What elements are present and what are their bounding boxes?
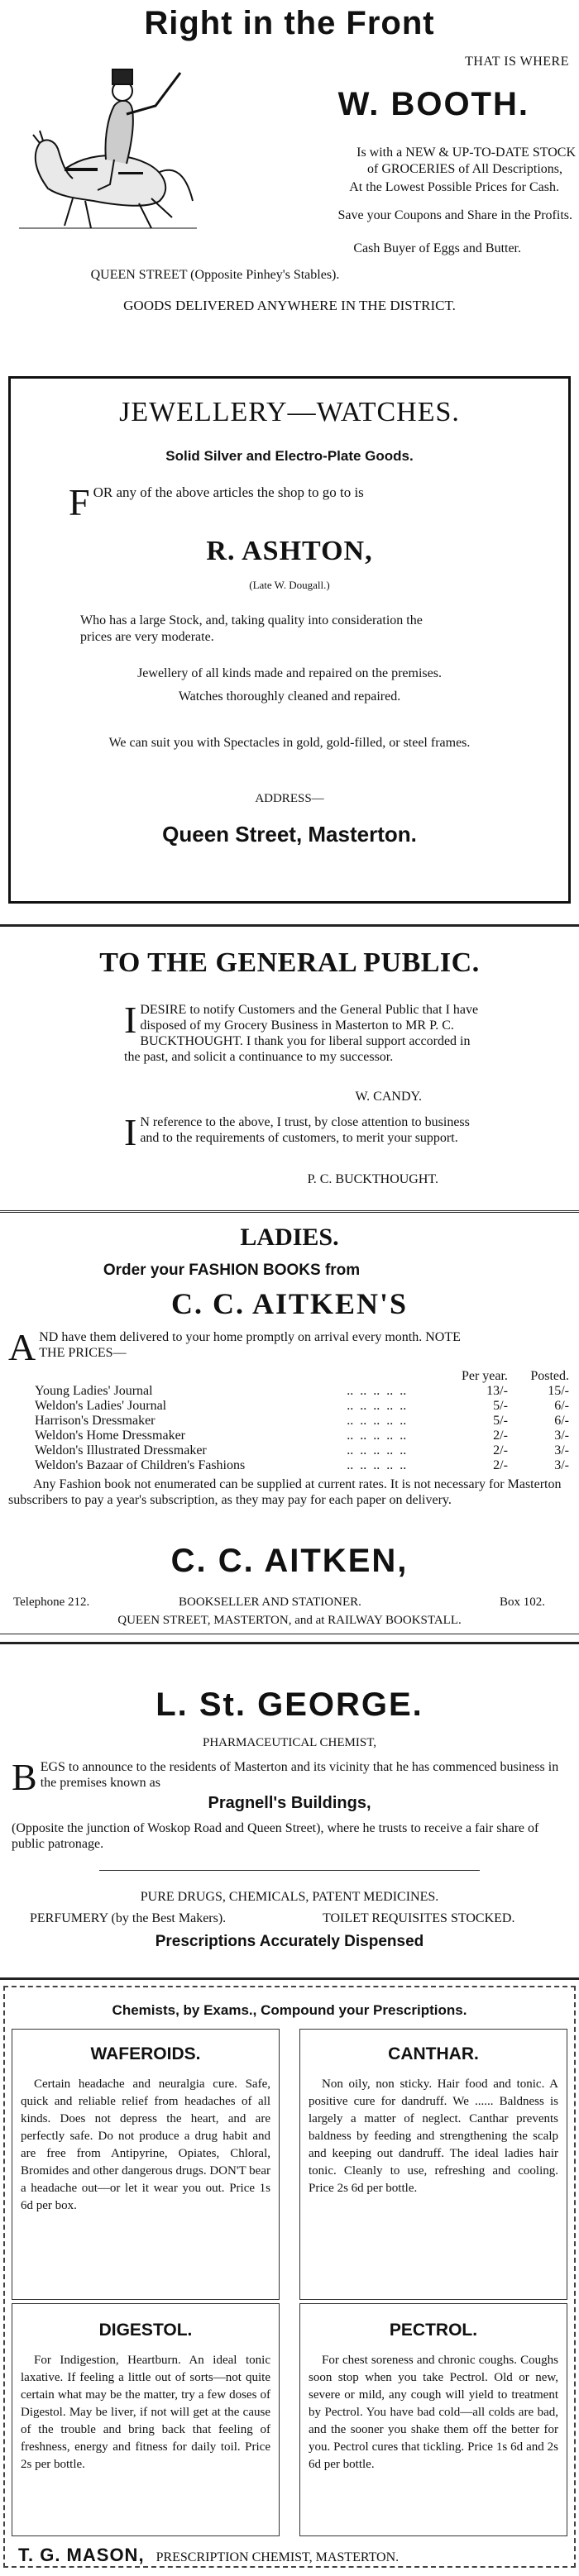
ashton-dropcap: F (69, 481, 90, 523)
candy-sig2: P. C. BUCKTHOUGHT. (307, 1172, 438, 1186)
pectrol-box (299, 2303, 567, 2536)
booth-headline: Right in the Front (144, 5, 435, 41)
dot-leader: .. .. .. .. .. (347, 1458, 407, 1472)
booth-line6: QUEEN STREET (Opposite Pinhey's Stables). (90, 268, 340, 282)
aitken-trade: BOOKSELLER AND STATIONER. (179, 1596, 361, 1609)
ashton-p2: Jewellery of all kinds made and repaired on the premises. (137, 666, 442, 680)
mason-footer-name: T. G. MASON, (18, 2545, 145, 2565)
publication-name: Weldon's Ladies' Journal (35, 1399, 167, 1413)
ashton-address: Queen Street, Masterton. (162, 822, 417, 847)
booth-line5: Cash Buyer of Eggs and Butter. (353, 241, 521, 255)
aitken-price-header (33, 1369, 571, 1384)
booth-name: W. BOOTH. (337, 86, 529, 122)
candy-dropcap1: I (124, 999, 137, 1041)
stgeorge-trade: PHARMACEUTICAL CHEMIST, (202, 1736, 376, 1749)
aitken-intro1: ND have them delivered to your home promptly on arrival every month. NOTE (39, 1330, 461, 1344)
aitken-order: Order your FASHION BOOKS from (103, 1262, 361, 1279)
aitken-box: Box 102. (500, 1596, 546, 1609)
table-row (33, 1443, 571, 1458)
candy-p1 (124, 999, 480, 1065)
aitken-col-year: Per year. (461, 1369, 508, 1383)
table-row (33, 1384, 571, 1399)
divider (0, 1210, 579, 1213)
price-year: 2/- (493, 1429, 508, 1443)
digestol-body: For Indigestion, Heartburn. An ideal tonic laxative. If feeling a little out of sorts—not quite certain what may be the matter, try a few doses of Digestol. May be liver, if not will get at the cause of the trouble and bring back that feeling of freshness, energy and fitness for daily toil. Price 2s per bottle. (21, 2354, 270, 2471)
price-year: 2/- (493, 1443, 508, 1457)
digestol-title: DIGESTOL. (98, 2321, 193, 2340)
aitken-price-table (33, 1369, 571, 1473)
cossack-rider-illustration (15, 48, 201, 234)
publication-name: Weldon's Bazaar of Children's Fashions (35, 1458, 246, 1472)
stgeorge-building: Pragnell's Buildings, (208, 1794, 371, 1812)
publication-name: Young Ladies' Journal (35, 1384, 153, 1398)
price-year: 13/- (486, 1384, 508, 1398)
waferoids-box (12, 2029, 280, 2300)
table-row (33, 1458, 571, 1473)
price-posted: 3/- (554, 1429, 569, 1443)
price-posted: 3/- (554, 1443, 569, 1457)
aitken-address: QUEEN STREET, MASTERTON, and at RAILWAY BOOKSTALL. (117, 1614, 462, 1627)
digestol-box (12, 2303, 280, 2536)
ashton-p1b: prices are very moderate. (80, 630, 214, 644)
aitken-name2: C. C. AITKEN, (170, 1543, 409, 1579)
ashton-name: R. ASHTON, (206, 536, 373, 566)
stgeorge-name: L. St. GEORGE. (156, 1686, 423, 1723)
table-row (33, 1399, 571, 1414)
dot-leader: .. .. .. .. .. (347, 1443, 407, 1457)
aitken-note: Any Fashion book not enumerated can be supplied at current rates. It is not necessary for Masterton subscribers to pay a year's subscription, as they may pay for each paper on delivery. (8, 1477, 562, 1507)
ashton-title: JEWELLERY—WATCHES. (119, 397, 460, 427)
aitken-telephone: Telephone 212. (13, 1596, 90, 1609)
stgeorge-toilet: TOILET REQUISITES STOCKED. (323, 1911, 515, 1925)
stgeorge-location: (Opposite the junction of Woskop Road and Queen Street), where he trusts to receive a fair share of public patronage. (12, 1821, 539, 1851)
candy-title: TO THE GENERAL PUBLIC. (99, 947, 480, 978)
price-posted: 6/- (554, 1399, 569, 1413)
mason-header: Chemists, by Exams., Compound your Prescriptions. (112, 2002, 467, 2018)
ashton-p4: We can suit you with Spectacles in gold, gold-filled, or steel frames. (108, 736, 471, 750)
stgeorge-intro (12, 1756, 572, 1798)
stgeorge-intro-text: EGS to announce to the residents of Masterton and its vicinity that he has commenced business in the premises known as (40, 1760, 559, 1790)
booth-that-is-where: THAT IS WHERE (465, 55, 569, 69)
booth-ad (0, 0, 579, 346)
aitken-intro (8, 1326, 574, 1368)
stgeorge-ad (0, 1645, 579, 2009)
pectrol-title: PECTROL. (389, 2321, 478, 2340)
ashton-p3: Watches thoroughly cleaned and repaired. (178, 689, 401, 704)
publication-name: Harrison's Dressmaker (35, 1414, 156, 1428)
aitken-name1: C. C. AITKEN'S (170, 1287, 409, 1320)
candy-dropcap2: I (124, 1111, 137, 1153)
booth-line1: Is with a NEW & UP-TO-DATE STOCK (356, 145, 576, 160)
price-posted: 3/- (554, 1458, 569, 1472)
table-row (33, 1414, 571, 1429)
aitken-ad (0, 1214, 579, 1667)
aitken-intro2: THE PRICES— (39, 1346, 127, 1360)
publication-name: Weldon's Illustrated Dressmaker (35, 1443, 207, 1457)
mason-footer-rest: PRESCRIPTION CHEMIST, MASTERTON. (156, 2550, 400, 2564)
canthar-box (299, 2029, 567, 2300)
waferoids-body: Certain headache and neuralgia cure. Safe, quick and reliable relief from headaches of all kinds. Does not depress the heart, and are perfectly safe. Do not produce a drug habit and are free from Antipyrine, Opiates, Chloral, Bromides and other dangerous drugs. DON'T bear a headache out—or let it wear you out. Price 1s 6d per box. (21, 2077, 270, 2212)
ashton-intro (69, 481, 557, 523)
canthar-body: Non oily, non sticky. Hair food and tonic. A positive cure for dandruff. We ...... Baldness is largely a matter of neglect. Canthar prevents baldness by feeding and strengthening the scalp and keeping out dandruff. The ideal ladies hair tonic. Cleanly to use, refreshing and cooling. Price 2s 6d per bottle. (309, 2077, 558, 2195)
stgeorge-dropcap: B (12, 1756, 37, 1798)
ashton-subtitle: Solid Silver and Electro-Plate Goods. (165, 448, 414, 464)
booth-line7: GOODS DELIVERED ANYWHERE IN THE DISTRICT. (123, 298, 456, 313)
booth-line4: Save your Coupons and Share in the Profits. (337, 208, 572, 222)
aitken-dropcap: A (8, 1326, 36, 1368)
dot-leader: .. .. .. .. .. (347, 1384, 407, 1398)
ashton-ad (8, 376, 571, 904)
stgeorge-rule (99, 1870, 480, 1871)
aitken-ladies: LADIES. (240, 1224, 339, 1251)
publication-name: Weldon's Home Dressmaker (35, 1429, 185, 1443)
aitken-col-posted: Posted. (530, 1369, 569, 1383)
candy-p2 (124, 1111, 480, 1153)
candy-p2-text: N reference to the above, I trust, by close attention to business and to the requirements of customers, to merit your support. (140, 1115, 470, 1145)
stgeorge-prescriptions: Prescriptions Accurately Dispensed (155, 1933, 424, 1950)
dot-leader: .. .. .. .. .. (347, 1429, 407, 1443)
price-posted: 15/- (548, 1384, 569, 1398)
price-year: 5/- (493, 1399, 508, 1413)
price-year: 5/- (493, 1414, 508, 1428)
candy-p1-text: DESIRE to notify Customers and the General Public that I have disposed of my Grocery Business in Masterton to MR P. C. BUCKTHOUGHT. I thank you for liberal support accorded in the past, and solicit a continuance to my successor. (124, 1003, 479, 1064)
divider (0, 924, 579, 927)
dot-leader: .. .. .. .. .. (347, 1414, 407, 1428)
ashton-late: (Late W. Dougall.) (249, 579, 330, 591)
mason-footer (18, 2545, 564, 2566)
booth-line2: of GROCERIES of All Descriptions, (367, 162, 562, 176)
divider (0, 1977, 579, 1980)
candy-sig1: W. CANDY. (355, 1090, 422, 1104)
pectrol-body: For chest soreness and chronic coughs. Coughs soon stop when you take Pectrol. Old or new, severe or mild, any cough will yield to treatment by Pectrol. You have bad cold—all colds are bad, and the sooner you shake them off the better for you. Pectrol cures that tickling. Price 1s 6d and 2s 6d per bottle. (309, 2354, 558, 2471)
candy-ad (0, 928, 579, 1209)
dot-leader: .. .. .. .. .. (347, 1399, 407, 1413)
price-year: 2/- (493, 1458, 508, 1472)
booth-line3: At the Lowest Possible Prices for Cash. (349, 180, 559, 194)
ashton-intro-text: OR any of the above articles the shop to go to is (93, 484, 364, 500)
stgeorge-perfumery: PERFUMERY (by the Best Makers). (30, 1911, 227, 1925)
waferoids-title: WAFEROIDS. (90, 2044, 201, 2063)
divider (0, 1642, 579, 1644)
canthar-title: CANTHAR. (388, 2044, 479, 2063)
table-row (33, 1429, 571, 1443)
ashton-p1a: Who has a large Stock, and, taking quality into consideration the (80, 613, 423, 627)
stgeorge-drugs: PURE DRUGS, CHEMICALS, PATENT MEDICINES. (140, 1890, 439, 1904)
price-posted: 6/- (554, 1414, 569, 1428)
ashton-address-label: ADDRESS— (255, 792, 324, 805)
